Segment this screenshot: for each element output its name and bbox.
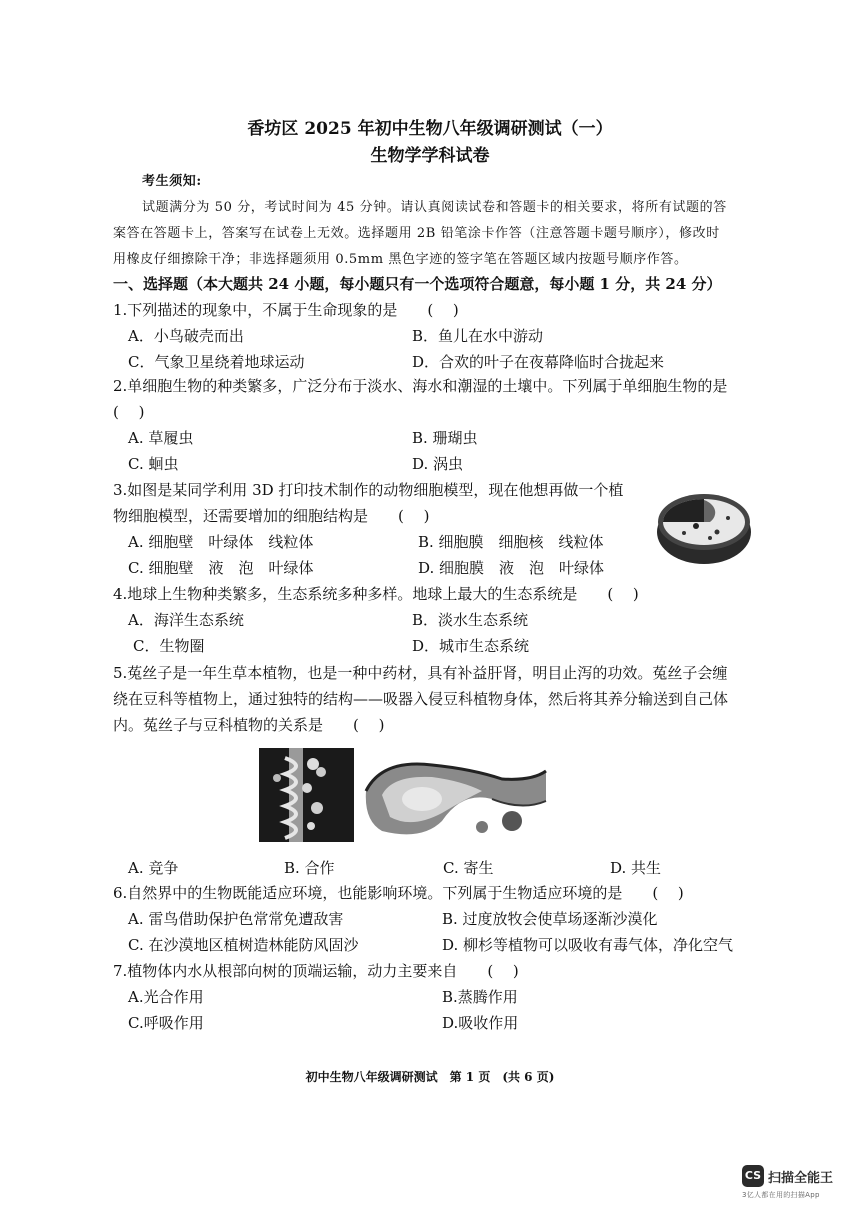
question-stem: 4.地球上生物种类繁多，生态系统多种多样。地球上最大的生态系统是 ( ) bbox=[113, 585, 639, 603]
question-stem: 1.下列描述的现象中，不属于生命现象的是 ( ) bbox=[113, 301, 459, 319]
question-stem: 6.自然界中的生物既能适应环境，也能影响环境。下列属于生物适应环境的是 ( ) bbox=[113, 884, 684, 902]
option-b: B．鱼儿在水中游动 bbox=[412, 327, 544, 345]
option-b: B.蒸腾作用 bbox=[442, 988, 518, 1006]
question-stem: 7.植物体内水从根部向树的顶端运输，动力主要来自 ( ) bbox=[113, 962, 519, 980]
notice-heading: 考生须知: bbox=[142, 174, 202, 189]
option-d: D.吸收作用 bbox=[442, 1014, 519, 1032]
option-b: B．淡水生态系统 bbox=[412, 611, 529, 629]
option-c: C．气象卫星绕着地球运动 bbox=[128, 353, 305, 371]
question-stem: 5.菟丝子是一年生草本植物，也是一种中药材，具有补益肝肾，明目止泻的功效。菟丝子会缠 bbox=[113, 664, 728, 682]
option-c: C. 寄生 bbox=[443, 859, 494, 877]
option-b: B. 合作 bbox=[284, 859, 335, 877]
scanner-app-name: 扫描全能王 bbox=[768, 1170, 834, 1186]
page-title: 香坊区 2025 年初中生物八年级调研测试（一） bbox=[247, 119, 613, 139]
question-stem-cont: 物细胞模型，还需要增加的细胞结构是 ( ) bbox=[113, 507, 430, 525]
option-d: D．城市生态系统 bbox=[412, 637, 530, 655]
question-stem: 2.单细胞生物的种类繁多，广泛分布于淡水、海水和潮湿的土壤中。下列属于单细胞生物的是 bbox=[113, 377, 728, 395]
option-c: C．生物圈 bbox=[133, 637, 205, 655]
option-b: B. 过度放牧会使草场逐渐沙漠化 bbox=[442, 910, 658, 928]
option-c: C. 蛔虫 bbox=[128, 455, 179, 473]
page-footer: 初中生物八年级调研测试 第 1 页 (共 6 页) bbox=[305, 1070, 555, 1084]
section-heading: 一、选择题（本大题共 24 小题，每小题只有一个选项符合题意，每小题 1 分，共 24 分） bbox=[113, 275, 722, 293]
option-b: B. 细胞膜 细胞核 线粒体 bbox=[418, 533, 604, 551]
option-d: D. 细胞膜 液 泡 叶绿体 bbox=[418, 559, 605, 577]
question-stem-cont: 绕在豆科等植物上，通过独特的结构——吸器入侵豆科植物身体，然后将其养分输送到自己体 bbox=[113, 690, 729, 708]
option-a: A.光合作用 bbox=[128, 988, 204, 1006]
cell-model-image bbox=[654, 486, 754, 568]
scanner-watermark bbox=[742, 1165, 833, 1200]
scanner-tagline: 3亿人都在用的扫描App bbox=[742, 1191, 820, 1199]
cs-badge-icon: CS bbox=[742, 1165, 764, 1187]
option-d: D. 柳杉等植物可以吸收有毒气体，净化空气 bbox=[442, 936, 734, 954]
option-a: A. 草履虫 bbox=[128, 429, 194, 447]
question-stem: 3.如图是某同学利用 3D 打印技术制作的动物细胞模型，现在他想再做一个植 bbox=[113, 481, 624, 499]
option-d: D. 涡虫 bbox=[412, 455, 464, 473]
option-c: C. 细胞壁 液 泡 叶绿体 bbox=[128, 559, 314, 577]
option-d: D. 共生 bbox=[610, 859, 662, 877]
notice-line: 试题满分为 50 分，考试时间为 45 分钟。请认真阅读试卷和答题卡的相关要求，将所有试题的答 bbox=[142, 200, 727, 215]
haustorium-micrograph bbox=[362, 751, 548, 842]
option-b: B. 珊瑚虫 bbox=[412, 429, 478, 447]
notice-line: 案答在答题卡上，答案写在试卷上无效。选择题用 2B 铅笔涂卡作答（注意答题卡题号顺序），修改时 bbox=[113, 226, 720, 241]
question-stem-cont: 内。菟丝子与豆科植物的关系是 ( ) bbox=[113, 716, 385, 734]
dodder-photo bbox=[259, 748, 354, 842]
option-a: A. 细胞壁 叶绿体 线粒体 bbox=[128, 533, 314, 551]
option-a: A．小鸟破壳而出 bbox=[128, 327, 244, 345]
option-c: C.呼吸作用 bbox=[128, 1014, 204, 1032]
option-a: A．海洋生态系统 bbox=[128, 611, 244, 629]
question-stem-cont: ( ) bbox=[113, 403, 145, 421]
option-a: A. 雷鸟借助保护色常常免遭敌害 bbox=[128, 910, 344, 928]
page-subtitle: 生物学学科试卷 bbox=[370, 146, 490, 166]
option-c: C. 在沙漠地区植树造林能防风固沙 bbox=[128, 936, 359, 954]
option-d: D．合欢的叶子在夜幕降临时合拢起来 bbox=[412, 353, 665, 371]
option-a: A. 竞争 bbox=[128, 859, 179, 877]
notice-line: 用橡皮仔细擦除干净；非选择题须用 0.5mm 黑色字迹的签字笔在答题区域内按题号顺序作答。 bbox=[113, 252, 688, 267]
